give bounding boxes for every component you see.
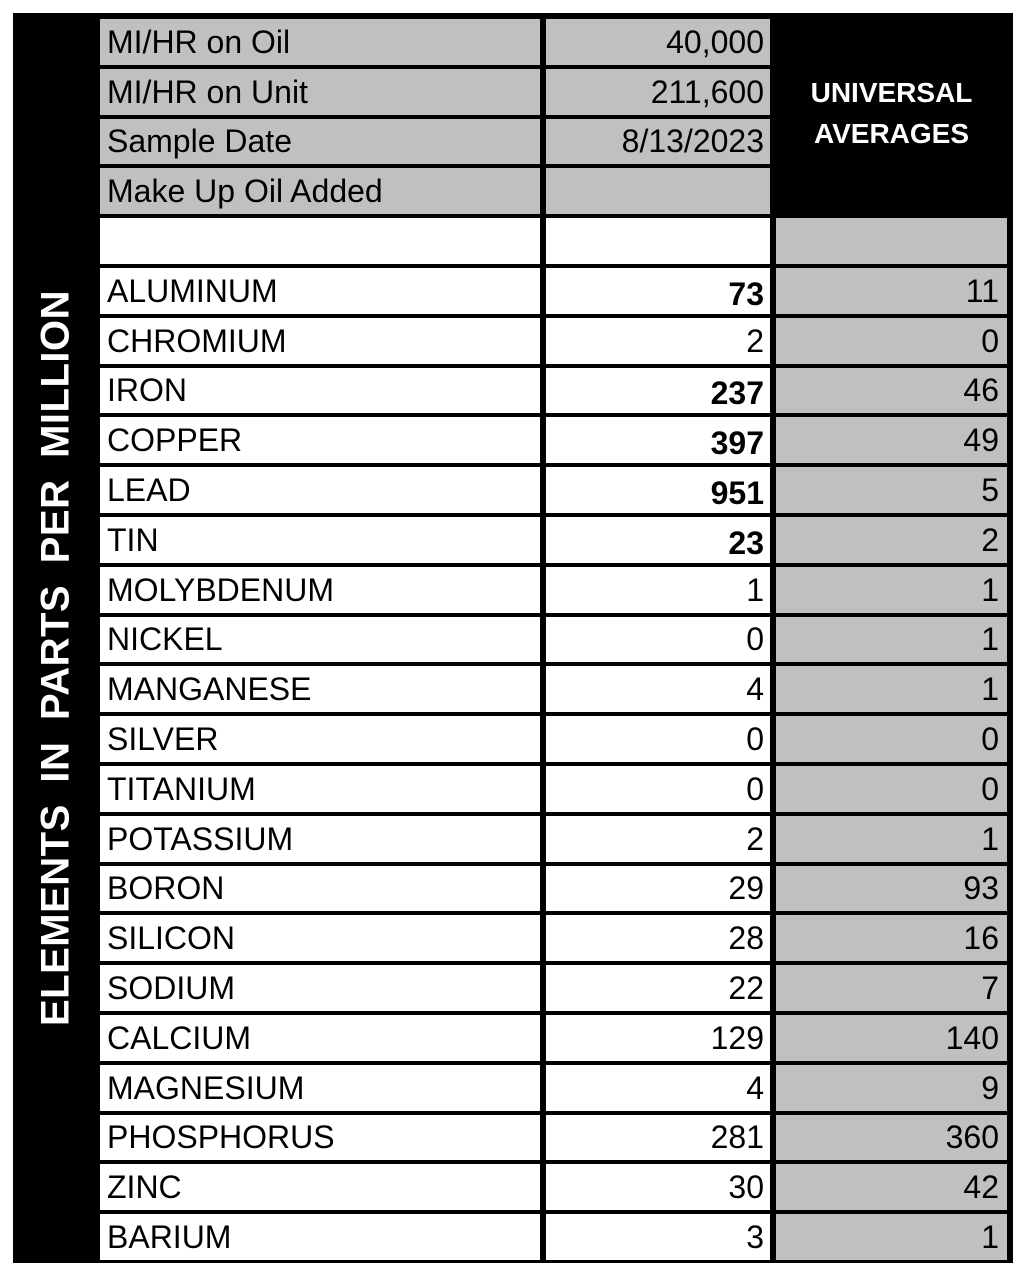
info-value: 8/13/2023 <box>546 119 770 165</box>
element-average: 42 <box>776 1164 1007 1210</box>
element-value: 1 <box>546 567 770 613</box>
element-name: IRON <box>100 368 540 414</box>
element-value: 237 <box>546 368 770 414</box>
element-average: 9 <box>776 1065 1007 1111</box>
blank-cell <box>100 218 540 264</box>
element-value: 129 <box>546 1015 770 1061</box>
element-name: MOLYBDENUM <box>100 567 540 613</box>
element-average: 1 <box>776 567 1007 613</box>
info-label: Sample Date <box>100 119 540 165</box>
element-value: 30 <box>546 1164 770 1210</box>
element-value: 29 <box>546 866 770 912</box>
element-value: 2 <box>546 816 770 862</box>
universal-averages-header: UNIVERSAL AVERAGES <box>810 77 973 149</box>
info-label: Make Up Oil Added <box>100 168 540 214</box>
element-name: SILICON <box>100 915 540 961</box>
element-average: 140 <box>776 1015 1007 1061</box>
element-average: 16 <box>776 915 1007 961</box>
element-value: 2 <box>546 318 770 364</box>
element-value: 73 <box>546 268 770 314</box>
element-value: 397 <box>546 417 770 463</box>
element-name: COPPER <box>100 417 540 463</box>
element-name: CHROMIUM <box>100 318 540 364</box>
element-average: 360 <box>776 1115 1007 1161</box>
element-name: LEAD <box>100 467 540 513</box>
info-value: 211,600 <box>546 69 770 115</box>
element-average: 1 <box>776 816 1007 862</box>
element-name: TIN <box>100 517 540 563</box>
element-value: 0 <box>546 766 770 812</box>
element-value: 281 <box>546 1115 770 1161</box>
info-value: 40,000 <box>546 19 770 65</box>
element-name: TITANIUM <box>100 766 540 812</box>
element-average: 5 <box>776 467 1007 513</box>
element-average: 2 <box>776 517 1007 563</box>
element-average: 46 <box>776 368 1007 414</box>
element-average: 1 <box>776 1214 1007 1260</box>
element-name: POTASSIUM <box>100 816 540 862</box>
element-average: 1 <box>776 617 1007 663</box>
element-value: 951 <box>546 467 770 513</box>
element-average: 0 <box>776 716 1007 762</box>
element-average: 49 <box>776 417 1007 463</box>
element-average: 0 <box>776 318 1007 364</box>
element-average: 1 <box>776 666 1007 712</box>
element-name: BARIUM <box>100 1214 540 1260</box>
element-value: 0 <box>546 716 770 762</box>
info-value <box>546 168 770 214</box>
element-name: MANGANESE <box>100 666 540 712</box>
element-name: ZINC <box>100 1164 540 1210</box>
element-value: 28 <box>546 915 770 961</box>
element-average: 7 <box>776 965 1007 1011</box>
info-label: MI/HR on Unit <box>100 69 540 115</box>
element-value: 0 <box>546 617 770 663</box>
element-average: 93 <box>776 866 1007 912</box>
element-value: 22 <box>546 965 770 1011</box>
blank-average-cell <box>776 218 1007 264</box>
element-value: 23 <box>546 517 770 563</box>
info-label: MI/HR on Oil <box>100 19 540 65</box>
element-name: CALCIUM <box>100 1015 540 1061</box>
element-value: 3 <box>546 1214 770 1260</box>
element-name: PHOSPHORUS <box>100 1115 540 1161</box>
element-average: 0 <box>776 766 1007 812</box>
element-name: ALUMINUM <box>100 268 540 314</box>
element-value: 4 <box>546 1065 770 1111</box>
blank-cell <box>546 218 770 264</box>
element-name: NICKEL <box>100 617 540 663</box>
side-label-column <box>13 13 98 1263</box>
element-name: BORON <box>100 866 540 912</box>
element-average: 11 <box>776 268 1007 314</box>
element-name: SODIUM <box>100 965 540 1011</box>
element-name: SILVER <box>100 716 540 762</box>
side-label: ELEMENTS IN PARTS PER MILLION <box>33 289 77 1027</box>
element-name: MAGNESIUM <box>100 1065 540 1111</box>
element-value: 4 <box>546 666 770 712</box>
